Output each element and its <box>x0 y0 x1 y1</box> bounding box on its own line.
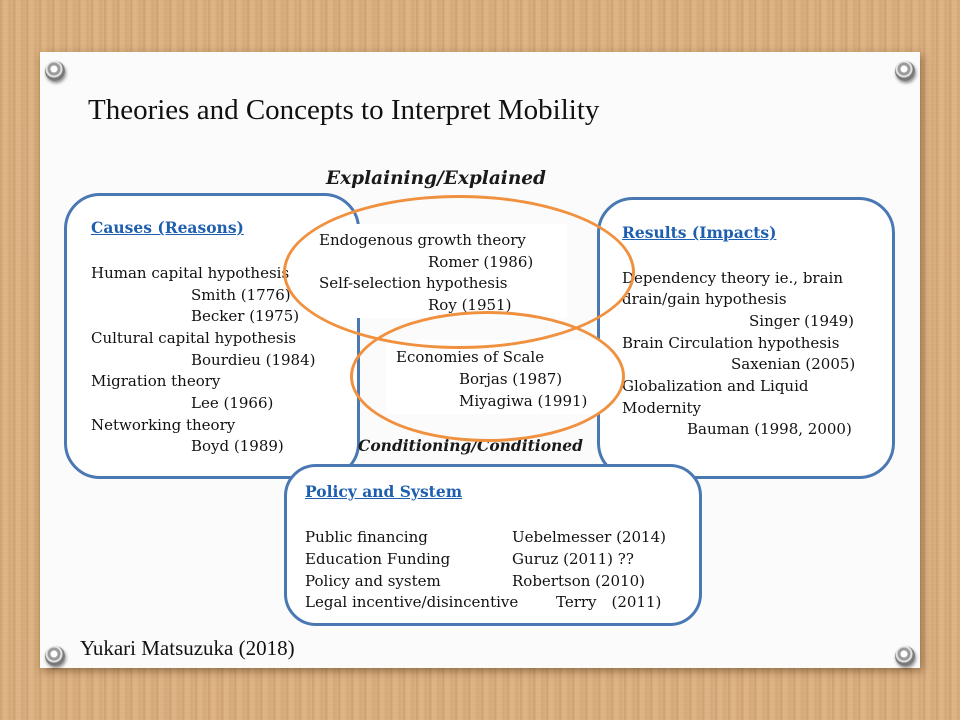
conditioning-label: Conditioning/Conditioned <box>358 436 584 455</box>
results-heading: Results (Impacts) <box>622 223 777 242</box>
results-line: Bauman (1998, 2000) <box>687 420 852 438</box>
causes-line: Migration theory <box>91 372 221 390</box>
pin-icon <box>45 61 65 81</box>
results-line: Globalization and Liquid <box>622 377 809 395</box>
conditioning-line: Borjas (1987) <box>459 370 563 388</box>
pin-icon <box>895 61 915 81</box>
policy-ref: Guruz (2011) ?? <box>512 550 634 568</box>
policy-topic: Policy and system <box>305 572 441 590</box>
policy-topic: Legal incentive/disincentive <box>305 593 519 611</box>
causes-line: Bourdieu (1984) <box>191 351 316 369</box>
conditioning-line: Miyagiwa (1991) <box>459 392 588 410</box>
author-credit: Yukari Matsuzuka (2018) <box>80 636 295 660</box>
results-line: Dependency theory ie., brain <box>622 269 843 287</box>
explaining-label: Explaining/Explained <box>326 168 546 189</box>
conditioning-line: Economies of Scale <box>396 348 545 366</box>
causes-line: Cultural capital hypothesis <box>91 329 297 347</box>
causes-line: Smith (1776) <box>191 286 291 304</box>
explaining-line: Roy (1951) <box>428 296 512 314</box>
causes-line: Lee (1966) <box>191 394 274 412</box>
results-line: Brain Circulation hypothesis <box>622 334 840 352</box>
policy-heading: Policy and System <box>305 482 463 501</box>
pin-icon <box>895 646 915 666</box>
explaining-line: Endogenous growth theory <box>319 231 526 249</box>
explaining-line: Romer (1986) <box>428 253 534 271</box>
results-line: drain/gain hypothesis <box>622 290 787 308</box>
policy-ref: Robertson (2010) <box>512 572 646 590</box>
results-line: Saxenian (2005) <box>731 355 856 373</box>
policy-ref: Uebelmesser (2014) <box>512 528 666 546</box>
causes-line: Boyd (1989) <box>191 437 284 455</box>
pin-icon <box>45 646 65 666</box>
explaining-line: Self-selection hypothesis <box>319 274 508 292</box>
policy-topic: Education Funding <box>305 550 451 568</box>
results-line: Singer (1949) <box>749 312 855 330</box>
causes-line: Human capital hypothesis <box>91 264 290 282</box>
policy-topic: Public financing <box>305 528 428 546</box>
causes-line: Networking theory <box>91 416 236 434</box>
causes-line: Becker (1975) <box>191 307 300 325</box>
causes-heading: Causes (Reasons) <box>91 218 244 237</box>
results-line: Modernity <box>622 399 701 417</box>
conditioning-ellipse <box>350 311 625 442</box>
policy-ref: Terry (2011) <box>556 593 662 611</box>
slide-title: Theories and Concepts to Interpret Mobility <box>88 94 600 126</box>
